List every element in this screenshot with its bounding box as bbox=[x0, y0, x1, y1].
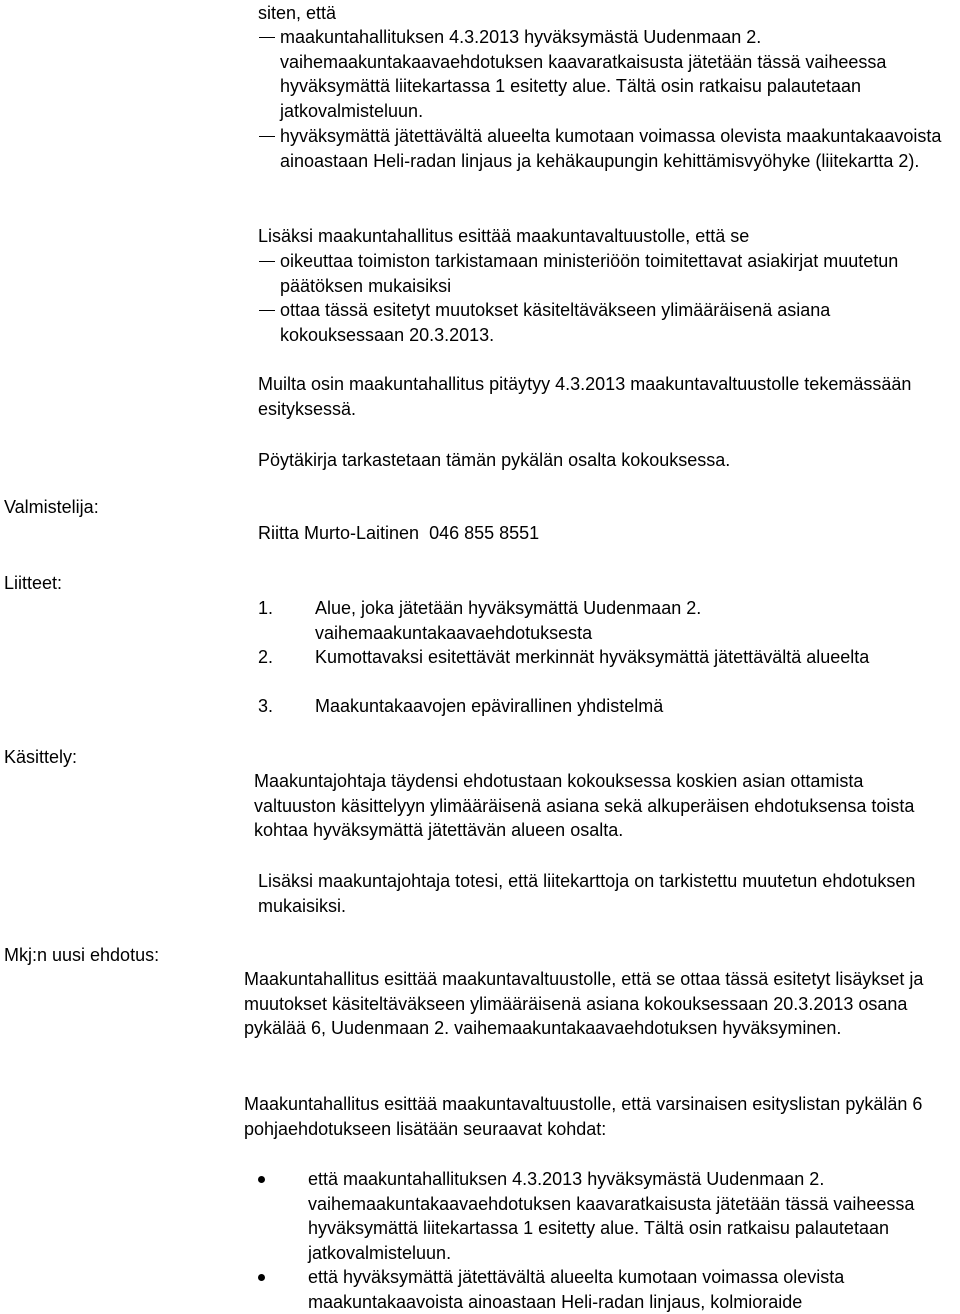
kasittely-paragraph-1: Maakuntajohtaja täydensi ehdotustaan kokouksessa koskien asian ottamista valtuuston käsittelyyn ylimääräisenä asiana sekä alkuperäisen ehdotuksensa toista kohtaa hyväksymättä jätettävän alueen osalta. bbox=[254, 771, 915, 840]
attachment-number: 2. bbox=[258, 647, 274, 667]
kasittely-paragraph-2: Lisäksi maakuntajohtaja totesi, että liitekarttoja on tarkistettu muutetun ehdotuksen mukaisiksi. bbox=[258, 871, 916, 916]
mkj-label: Mkj:n uusi ehdotus: bbox=[4, 945, 160, 965]
attachment-1: Alue, joka jätetään hyväksymättä Uudenmaan 2. vaihemaakuntakaavaehdotuksesta bbox=[315, 598, 702, 643]
dash-item-1: maakuntahallituksen 4.3.2013 hyväksymästä Uudenmaan 2. vaihemaakuntakaavaehdotuksen kaavaratkaisusta jätetään tässä vaiheessa hyväksymättä liitekartassa 1 esitetty alue. Tältä osin ratkaisu palautetaan jatkovalmisteluun. bbox=[280, 27, 887, 121]
mkj-bullet-1: että maakuntahallituksen 4.3.2013 hyväksymästä Uudenmaan 2. vaihemaakuntakaavaehdotuksen kaavaratkaisusta jätetään tässä vaiheessa hyväksymättä liitekartassa 1 esitetty alue. Tältä osin ratkaisu palautetaan jatkovalmisteluun. bbox=[308, 1169, 915, 1263]
dash-marker bbox=[259, 261, 275, 262]
attachment-3: Maakuntakaavojen epävirallinen yhdistelmä bbox=[315, 696, 664, 716]
liitteet-label: Liitteet: bbox=[4, 573, 63, 593]
mkj-bullet-2: että hyväksymättä jätettävältä alueelta kumotaan voimassa olevista maakuntakaavoista ainoastaan Heli-radan linjaus, kolmioraide bbox=[308, 1267, 845, 1312]
dash-item-2: hyväksymättä jätettävältä alueelta kumotaan voimassa olevista maakuntakaavoista ainoastaan Heli-radan linjaus ja kehäkaupungin kehittämisvyöhyke (liitekartta 2). bbox=[280, 126, 942, 171]
bullet-marker bbox=[258, 1176, 265, 1183]
lisaksi-intro: Lisäksi maakuntahallitus esittää maakuntavaltuustolle, että se bbox=[258, 226, 750, 246]
lisaksi-item-2: ottaa tässä esitetyt muutokset käsiteltäväkseen ylimääräisenä asiana kokouksessaan 20.3.2013. bbox=[280, 300, 831, 345]
bullet-marker bbox=[258, 1274, 265, 1281]
mkj-paragraph-1: Maakuntahallitus esittää maakuntavaltuustolle, että se ottaa tässä esitetyt lisäykset ja muutokset käsiteltäväkseen ylimääräisenä asiana kokouksessaan 20.3.2013 osana pykälää 6, Uudenmaan 2. vaihemaakuntakaavaehdotuksen hyväksyminen. bbox=[244, 969, 924, 1038]
intro-text: siten, että bbox=[258, 3, 337, 23]
dash-marker bbox=[259, 136, 275, 137]
dash-marker bbox=[259, 310, 275, 311]
attachment-number: 1. bbox=[258, 598, 274, 618]
muilta-paragraph: Muilta osin maakuntahallitus pitäytyy 4.3.2013 maakuntavaltuustolle tekemässään esityksessä. bbox=[258, 374, 912, 419]
lisaksi-item-1: oikeuttaa toimiston tarkistamaan ministeriöön toimitettavat asiakirjat muutetun päätöksen mukaisiksi bbox=[280, 251, 899, 296]
attachment-number: 3. bbox=[258, 696, 274, 716]
mkj-paragraph-2: Maakuntahallitus esittää maakuntavaltuustolle, että varsinaisen esityslistan pykälän 6 pohjaehdotukseen lisätään seuraavat kohdat: bbox=[244, 1094, 923, 1139]
valmistelija-label: Valmistelija: bbox=[4, 497, 99, 517]
dash-marker bbox=[259, 37, 275, 38]
poytakirja-paragraph: Pöytäkirja tarkastetaan tämän pykälän osalta kokouksessa. bbox=[258, 450, 731, 470]
valmistelija-value: Riitta Murto-Laitinen 046 855 8551 bbox=[258, 523, 540, 543]
kasittely-label: Käsittely: bbox=[4, 747, 78, 767]
attachment-2: Kumottavaksi esitettävät merkinnät hyväksymättä jätettävältä alueelta bbox=[315, 647, 870, 667]
